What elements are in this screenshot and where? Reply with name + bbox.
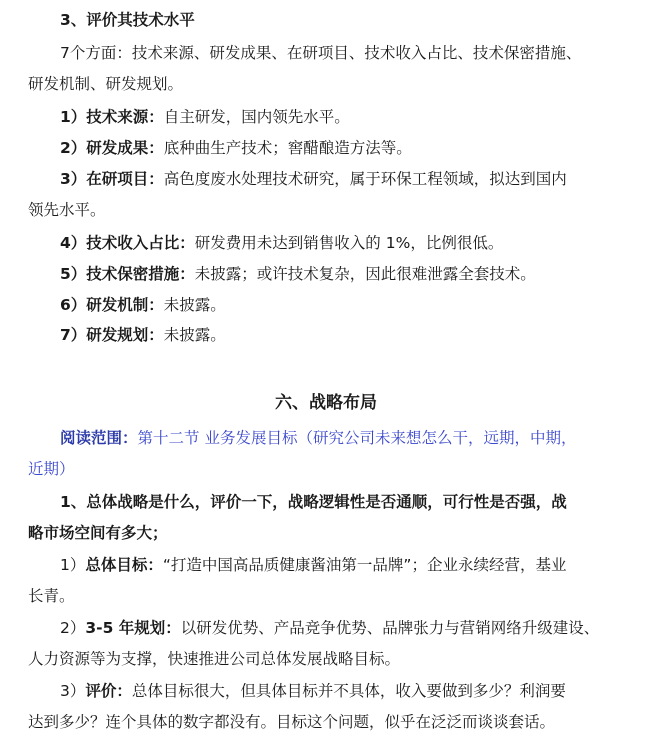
section-title: 3、评价其技术水平	[60, 11, 195, 29]
item-text: 未披露。	[163, 326, 226, 344]
reading-scope-text: 第十二节 业务发展目标（研究公司未来想怎么干，远期，中期，	[137, 429, 577, 447]
intro-line: 研发机制、研发规划。	[28, 75, 184, 93]
item-number: 2）	[60, 619, 86, 637]
item-text: 底种曲生产技术；窖醋酿造方法等。	[163, 139, 412, 157]
item-text: 以研发优势、产品竞争优势、品牌张力与营销网络升级建设、	[180, 619, 600, 637]
item-label: 2）研发成果：	[60, 139, 164, 157]
item-label: 6）研发机制：	[60, 296, 164, 314]
item-continuation: 人力资源等为支撑，快速推进公司总体发展战略目标。	[28, 650, 401, 668]
item-label: 7）研发规划：	[60, 326, 164, 344]
reading-scope	[60, 428, 652, 448]
item-text: 总体目标很大，但具体目标并不具体，收入要做到多少？利润要	[131, 682, 566, 700]
tech-item	[60, 107, 652, 127]
item-number: 3）	[60, 682, 86, 700]
strategy-item	[60, 681, 652, 701]
item-label: 总体目标：	[85, 556, 163, 574]
strategy-item	[60, 618, 652, 638]
question-line: 1、总体战略是什么，评价一下，战略逻辑性是否通顺，可行性是否强，战	[60, 493, 567, 511]
reading-scope-label: 阅读范围：	[60, 429, 138, 447]
section-heading: 六、战略布局	[275, 393, 377, 413]
item-label: 5）技术保密措施：	[60, 265, 195, 283]
item-text: “打造中国高品质健康酱油第一品牌”；企业永续经营，基业	[162, 556, 567, 574]
item-text: 未披露；或许技术复杂，因此很难泄露全套技术。	[194, 265, 536, 283]
item-text: 未披露。	[163, 296, 226, 314]
item-label: 评价：	[85, 682, 132, 700]
item-text: 研发费用未达到销售收入的 1%，比例很低。	[194, 234, 504, 252]
item-label: 3）在研项目：	[60, 170, 164, 188]
item-label: 4）技术收入占比：	[60, 234, 195, 252]
intro-line: 7个方面：技术来源、研发成果、在研项目、技术收入占比、技术保密措施、	[60, 44, 582, 62]
question-line: 略市场空间有多大；	[28, 524, 168, 542]
tech-item	[60, 295, 652, 315]
item-continuation: 领先水平。	[28, 201, 106, 219]
tech-item	[60, 233, 652, 253]
tech-item	[60, 138, 652, 158]
item-label: 3-5 年规划：	[85, 619, 181, 637]
tech-item	[60, 264, 652, 284]
tech-item	[60, 169, 652, 189]
item-text: 高色度废水处理技术研究，属于环保工程领域，拟达到国内	[163, 170, 567, 188]
item-continuation: 达到多少？连个具体的数字都没有。目标这个问题，似乎在泛泛而谈谈套话。	[28, 713, 556, 731]
item-continuation: 长青。	[28, 587, 75, 605]
item-number: 1）	[60, 556, 86, 574]
tech-item	[60, 325, 652, 345]
reading-scope-continuation: 近期）	[28, 460, 75, 478]
strategy-item	[60, 555, 652, 575]
item-text: 自主研发，国内领先水平。	[163, 108, 350, 126]
item-label: 1）技术来源：	[60, 108, 164, 126]
